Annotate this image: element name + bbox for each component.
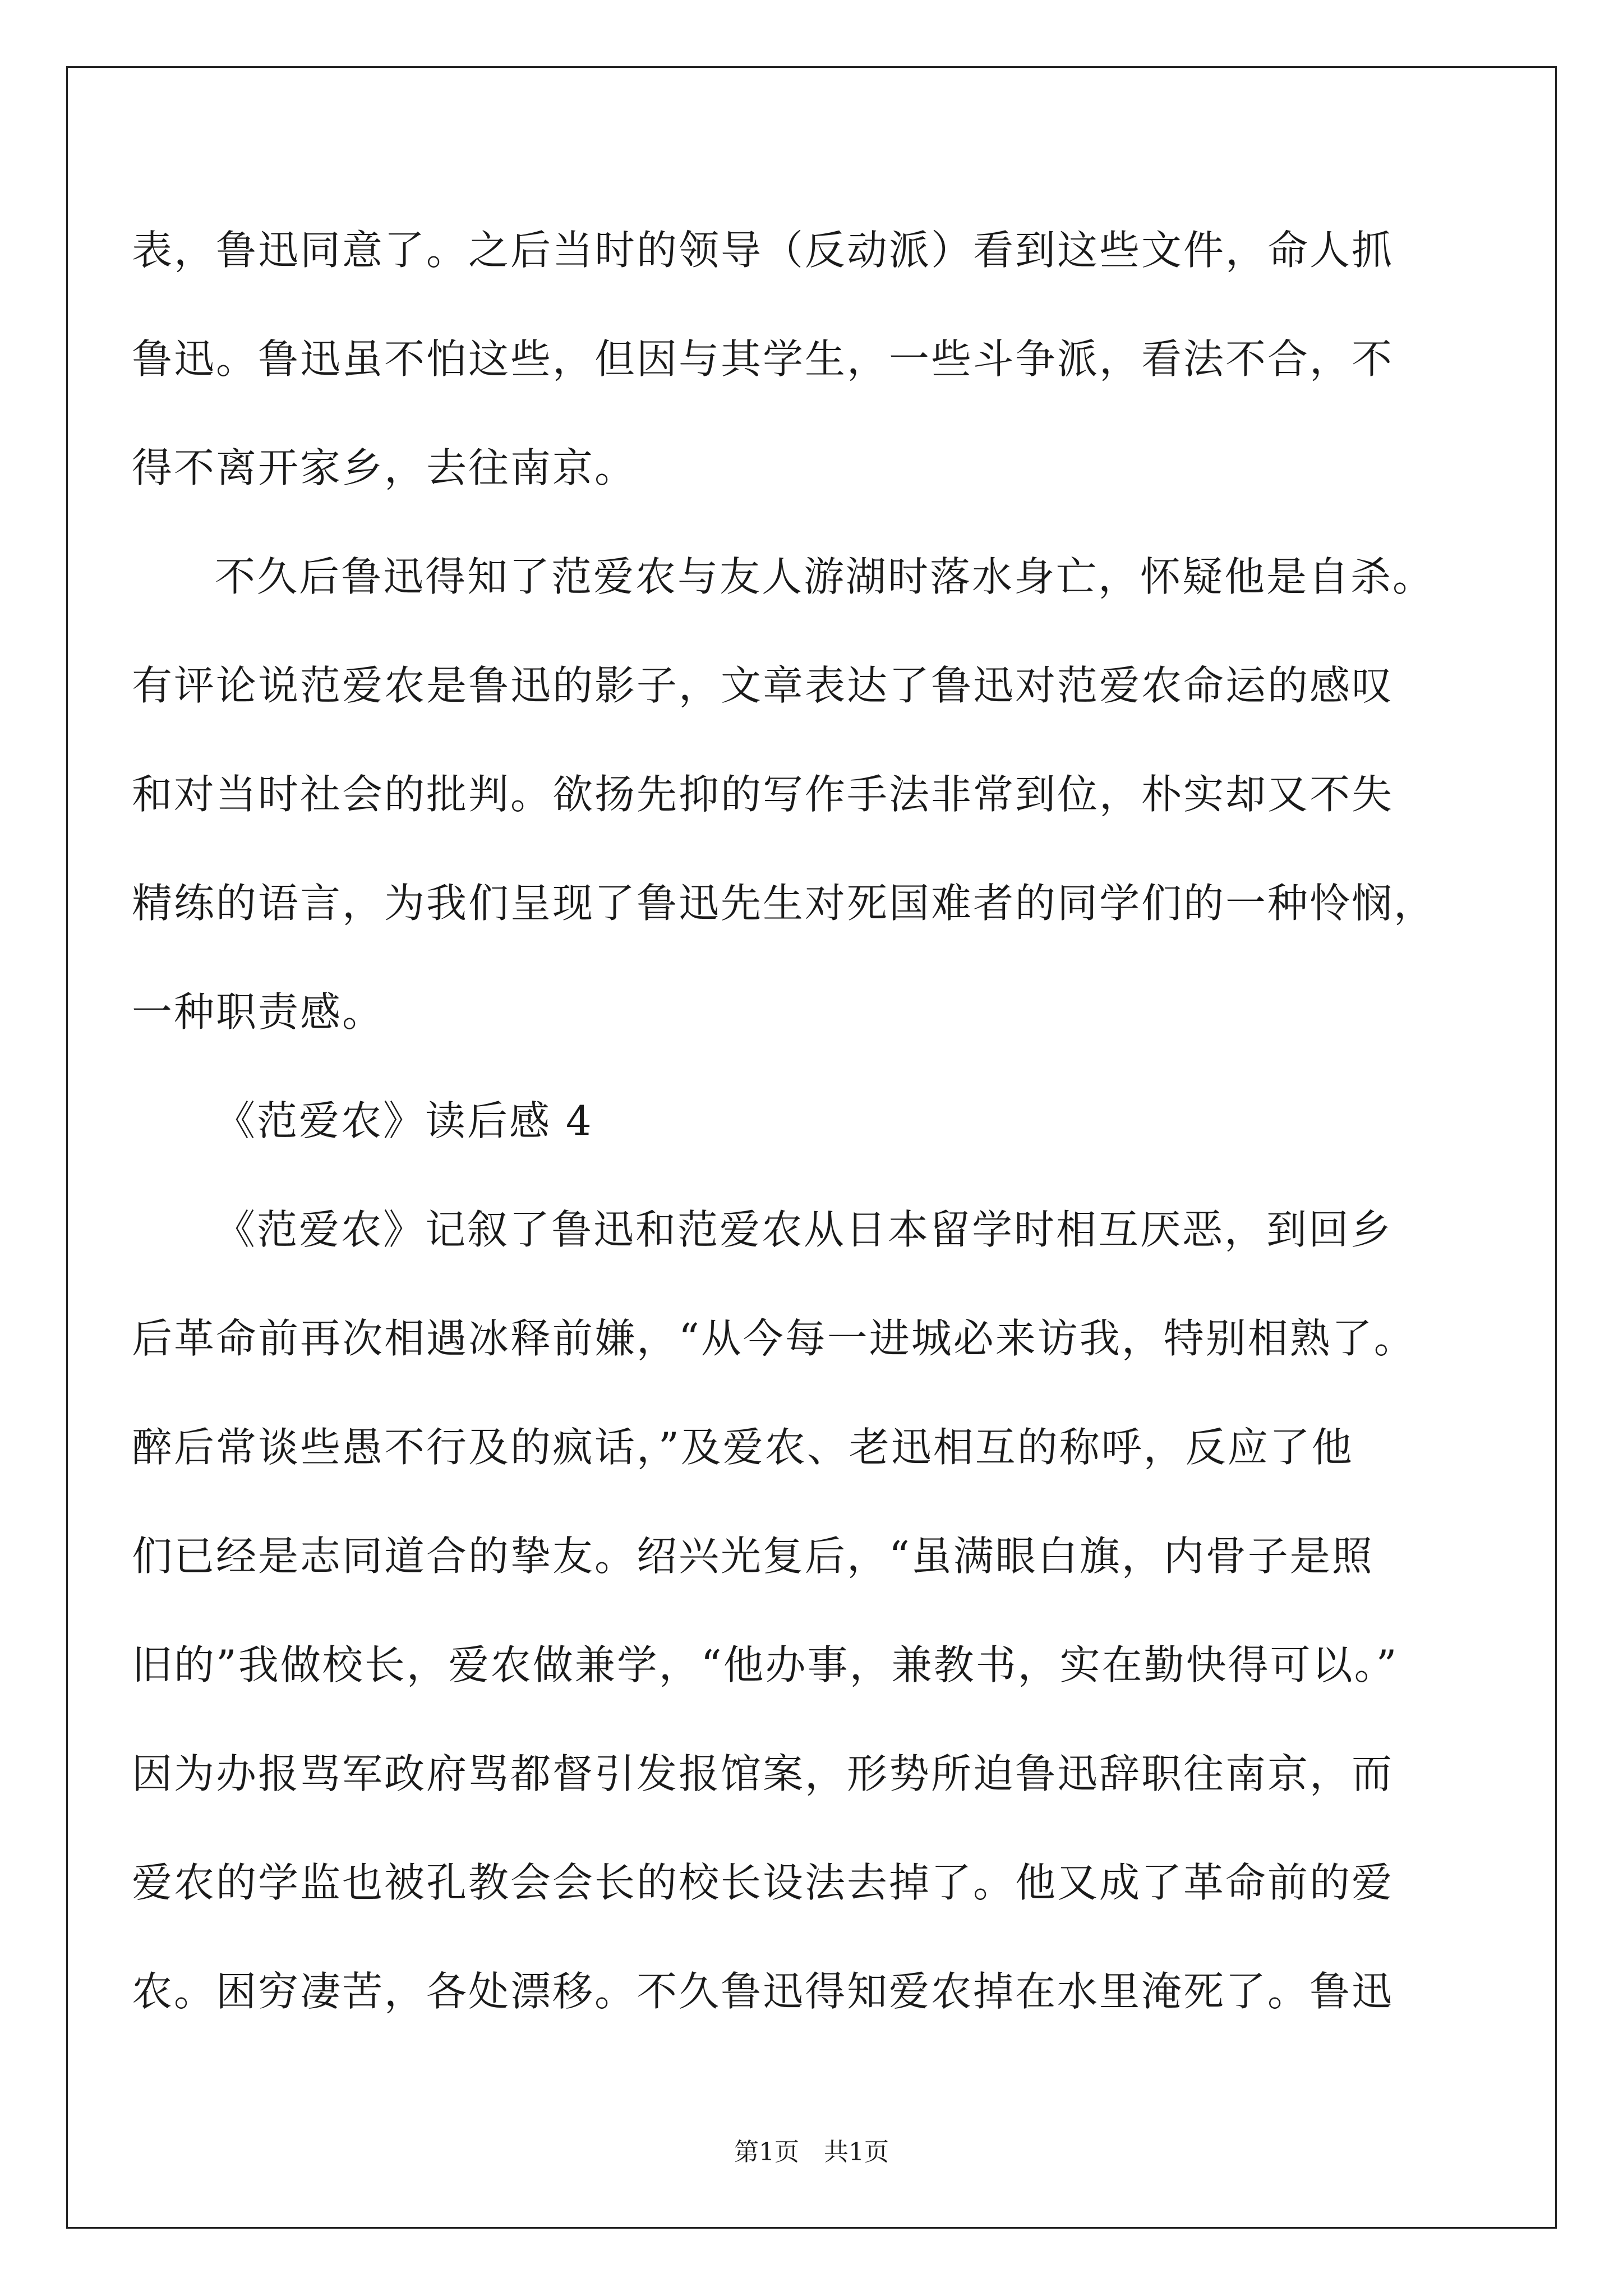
text-line: 农。困穷凄苦，各处漂移。不久鲁迅得知爱农掉在水里淹死了。鲁迅 — [132, 1968, 1394, 2015]
text-line: 有评论说范爱农是鲁迅的影子，文章表达了鲁迅对范爱农命运的感叹 — [132, 662, 1394, 709]
text-line: 后革命前再次相遇冰释前嫌，“从今每一进城必来访我，特别相熟了。 — [132, 1315, 1416, 1362]
text-line: 精练的语言，为我们呈现了鲁迅先生对死国难者的同学们的一种怜悯， — [132, 880, 1436, 927]
text-line: 表，鲁迅同意了。之后当时的领导（反动派）看到这些文件，命人抓 — [132, 227, 1394, 274]
text-line: 爱农的学监也被孔教会会长的校长设法去掉了。他又成了革命前的爱 — [132, 1859, 1394, 1906]
text-line: 和对当时社会的批判。欲扬先抑的写作手法非常到位，朴实却又不失 — [132, 771, 1394, 818]
text-line: 们已经是志同道合的挚友。绍兴光复后，“虽满眼白旗，内骨子是照 — [132, 1533, 1374, 1580]
text-line: 鲁迅。鲁迅虽不怕这些，但因与其学生，一些斗争派，看法不合，不 — [132, 335, 1394, 383]
text-line: 《范爱农》记叙了鲁迅和范爱农从日本留学时相互厌恶，到回乡 — [215, 1206, 1393, 1253]
text-line: 得不离开家乡，去往南京。 — [132, 444, 637, 491]
section-heading: 《范爱农》读后感 4 — [215, 1097, 593, 1144]
page-footer: 第1页 共1页 — [734, 2138, 889, 2166]
text-line: 一种职责感。 — [132, 988, 385, 1036]
text-line: 不久后鲁迅得知了范爱农与友人游湖时落水身亡，怀疑他是自杀。 — [215, 553, 1435, 600]
text-line: 旧的”我做校长，爱农做兼学，“他办事，兼教书，实在勤快得可以。” — [132, 1641, 1399, 1688]
text-line: 因为办报骂军政府骂都督引发报馆案，形势所迫鲁迅辞职往南京，而 — [132, 1750, 1394, 1797]
text-line: 醉后常谈些愚不行及的疯话，”及爱农、老迅相互的称呼，反应了他 — [132, 1424, 1354, 1471]
